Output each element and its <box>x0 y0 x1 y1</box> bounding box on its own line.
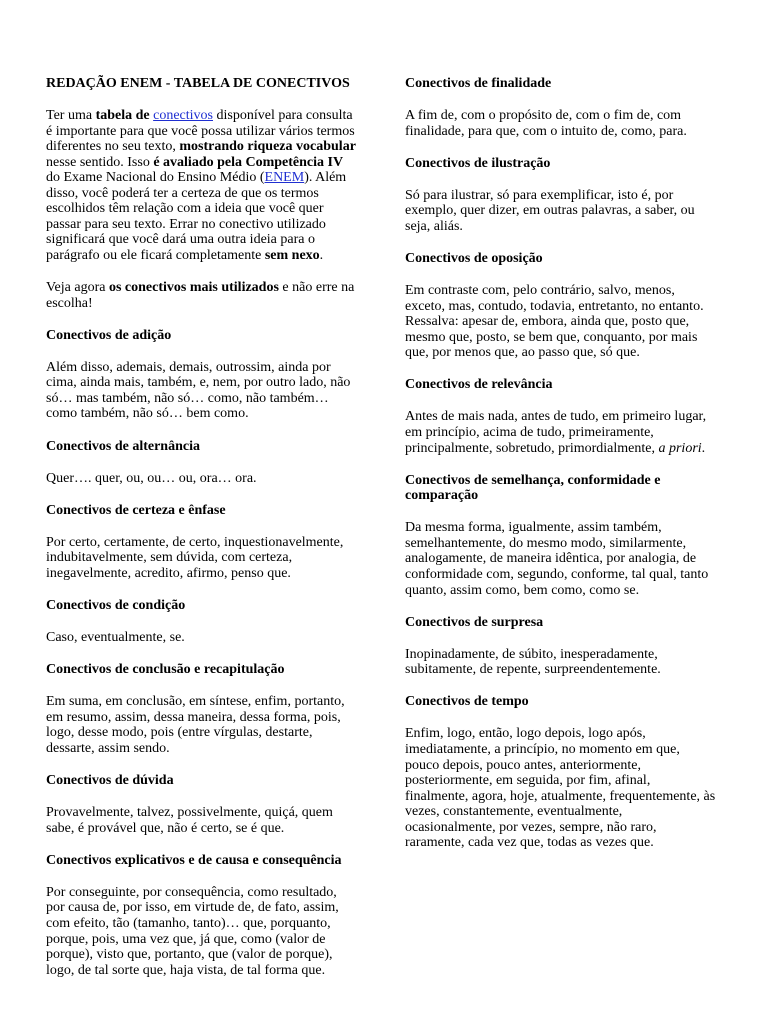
intro-paragraph-line <box>46 248 386 264</box>
connectives-list-line: exemplo, quer dizer, em outras palavras, a saber, ou <box>405 203 695 219</box>
intro <box>46 108 386 311</box>
section-conectivos-de-surpresa <box>405 615 745 678</box>
section-heading <box>46 328 386 344</box>
section-heading-line: Conectivos de conclusão e recapitulação <box>46 662 285 678</box>
intro-paragraph-line: escolhidos têm relação com a ideia que você quer <box>46 201 324 217</box>
document-title: REDAÇÃO ENEM - TABELA DE CONECTIVOS <box>46 76 350 91</box>
connectives-list-line: logo, desse modo, pois (entre vírgulas, destarte, <box>46 725 313 741</box>
connectives-list-line: semelhantemente, do mesmo modo, similarmente, <box>405 535 687 551</box>
text-run: Ter uma <box>46 108 96 124</box>
text-run: ). Além <box>304 170 347 186</box>
connectives-list <box>405 726 745 850</box>
connectives-list-line: vezes, constantemente, eventualmente, <box>405 804 623 820</box>
connectives-list-line: mesmo que, posto, se bem que, conquanto, por mais <box>405 329 698 345</box>
connectives-list <box>405 520 745 598</box>
connectives-list-line: Quer…. quer, ou, ou… ou, ora… ora. <box>46 470 257 486</box>
connectives-list-line: Enfim, logo, então, logo depois, logo após, <box>405 726 646 742</box>
connectives-list-line: Provavelmente, talvez, possivelmente, quiçá, quem <box>46 805 333 821</box>
left-column <box>46 76 386 995</box>
sections-right <box>405 76 745 851</box>
connectives-list-line: indubitavelmente, sem dúvida, com certeza, <box>46 550 293 566</box>
section-heading <box>405 694 745 710</box>
connectives-list-line: Inopinadamente, de súbito, inesperadamente, <box>405 646 658 662</box>
intro-paragraph-line <box>46 155 386 171</box>
connectives-list <box>405 283 745 361</box>
connectives-list <box>405 108 745 139</box>
section-conectivos-de-duvida <box>46 773 386 836</box>
connectives-list-line: como também, não só… bem como. <box>46 406 249 422</box>
section-conectivos-de-semelhanca-conformidade-e-comparacao <box>405 473 745 598</box>
connectives-list-line: Em contraste com, pelo contrário, salvo, menos, <box>405 283 675 299</box>
text-run: parágrafo ou ele ficará completamente <box>46 248 265 264</box>
right-column <box>405 76 745 867</box>
text-run: do Exame Nacional do Ensino Médio ( <box>46 170 265 186</box>
section-heading <box>46 662 386 678</box>
bold-phrase: mostrando riqueza vocabular <box>179 139 356 155</box>
connectives-list-line: finalmente, agora, hoje, atualmente, frequentemente, às <box>405 788 716 804</box>
italic-phrase: a priori <box>658 440 702 456</box>
connectives-list <box>46 885 386 978</box>
section-conectivos-de-alternancia <box>46 439 386 487</box>
connectives-list-line: Caso, eventualmente, se. <box>46 630 185 646</box>
section-heading-line: Conectivos de ilustração <box>405 155 551 171</box>
text-run: e não erre na <box>278 280 355 296</box>
connectives-list-line: seja, aliás. <box>405 218 463 234</box>
enem-link[interactable]: ENEM <box>264 170 305 186</box>
intro-paragraph-line <box>46 108 386 124</box>
intro-paragraph-line: é importante para que você possa utilizar vários termos <box>46 123 355 139</box>
text-run: . <box>319 248 324 264</box>
intro-paragraph <box>46 280 386 311</box>
connectives-list <box>46 805 386 836</box>
section-heading-line: Conectivos de finalidade <box>405 76 552 91</box>
section-heading-line: Conectivos de tempo <box>405 694 529 710</box>
connectives-list-line: Além disso, ademais, demais, outrossim, ainda por <box>46 359 331 375</box>
section-heading-line: Conectivos explicativos e de causa e consequência <box>46 852 342 868</box>
connectives-list-line: com efeito, tão (tamanho, tanto)… que, porquanto, <box>46 915 331 931</box>
conectivos-link[interactable]: conectivos <box>153 108 213 124</box>
intro-paragraph-line <box>46 170 386 186</box>
connectives-list-line: sabe, é provável que, não é certo, se é que. <box>46 820 285 836</box>
intro-paragraph-line: escolha! <box>46 295 93 311</box>
connectives-list-line: subitamente, de repente, surpreendentemente. <box>405 662 661 678</box>
section-conectivos-de-adicao <box>46 328 386 422</box>
connectives-list <box>46 471 386 487</box>
section-heading-line: Conectivos de surpresa <box>405 614 544 630</box>
section-conectivos-de-finalidade <box>405 76 745 139</box>
connectives-list-line <box>405 441 745 457</box>
section-conectivos-de-tempo <box>405 694 745 850</box>
section-heading <box>405 156 745 172</box>
connectives-list-line: Antes de mais nada, antes de tudo, em primeiro lugar, <box>405 409 707 425</box>
connectives-list-line: inegavelmente, acredito, afirmo, penso que. <box>46 565 291 581</box>
section-heading <box>405 76 745 92</box>
connectives-list <box>46 630 386 646</box>
connectives-list-line: Por conseguinte, por consequência, como resultado, <box>46 884 337 900</box>
section-heading <box>405 251 745 267</box>
connectives-list-line: em princípio, acima de tudo, primeiramente, <box>405 425 654 441</box>
section-conectivos-de-certeza-e-enfase <box>46 503 386 582</box>
connectives-list-line: por causa de, por isso, em virtude de, de fato, assim, <box>46 900 339 916</box>
intro-paragraph-line: significará que você dará uma outra ideia para o <box>46 232 315 248</box>
section-heading-line: Conectivos de condição <box>46 598 186 614</box>
connectives-list-line: logo, de tal sorte que, haja vista, de tal forma que. <box>46 962 326 978</box>
connectives-list-line: exceto, mas, contudo, todavia, entretanto, no entanto. <box>405 298 704 314</box>
section-heading-line: Conectivos de oposição <box>405 251 543 267</box>
connectives-list <box>46 360 386 422</box>
section-conectivos-de-oposicao <box>405 251 745 361</box>
section-heading-line: Conectivos de semelhança, conformidade e <box>405 472 661 488</box>
connectives-list-line: analogamente, de maneira idêntica, por analogia, de <box>405 551 697 567</box>
section-heading <box>46 853 386 869</box>
bold-phrase: é avaliado pela Competência IV <box>153 154 344 170</box>
connectives-list <box>405 188 745 235</box>
connectives-list <box>46 535 386 582</box>
text-run: . <box>701 440 706 456</box>
section-heading-line: Conectivos de adição <box>46 327 172 343</box>
connectives-list-line: Da mesma forma, igualmente, assim também, <box>405 520 662 536</box>
connectives-list-line: em resumo, assim, dessa maneira, dessa forma, pois, <box>46 709 341 725</box>
intro-paragraph-line: passar para seu texto. Errar no conectivo utilizado <box>46 216 326 232</box>
text-run: nesse sentido. Isso <box>46 154 154 170</box>
section-heading-line: Conectivos de alternância <box>46 438 200 454</box>
sections-left <box>46 328 386 978</box>
connectives-list-line: porque), visto que, portanto, que (valor de porque), <box>46 947 333 963</box>
connectives-list-line: finalidade, para que, com o intuito de, como, para. <box>405 123 687 139</box>
section-heading <box>46 773 386 789</box>
text-run: Veja agora <box>46 280 109 296</box>
connectives-list <box>46 694 386 756</box>
section-heading <box>405 615 745 631</box>
section-conectivos-de-relevancia <box>405 377 745 456</box>
section-heading <box>405 473 745 504</box>
connectives-list-line: imediatamente, a princípio, no momento em que, <box>405 741 680 757</box>
connectives-list-line: Só para ilustrar, só para exemplificar, isto é, por <box>405 187 674 203</box>
connectives-list-line: Ressalva: apesar de, embora, ainda que, posto que, <box>405 314 690 330</box>
section-heading-line: Conectivos de relevância <box>405 377 553 393</box>
section-heading-line: Conectivos de certeza e ênfase <box>46 502 226 518</box>
intro-paragraph-line: disso, você poderá ter a certeza de que os termos <box>46 185 319 201</box>
connectives-list <box>405 409 745 456</box>
bold-phrase: os conectivos mais utilizados <box>108 280 279 296</box>
text-run: diferentes no seu texto, <box>46 139 180 155</box>
section-conectivos-de-condicao <box>46 598 386 646</box>
connectives-list-line: posteriormente, em seguida, por fim, afinal, <box>405 773 651 789</box>
section-conectivos-explicativos-e-de-causa-e-consequencia <box>46 853 386 978</box>
connectives-list-line: cima, ainda mais, também, e, nem, por outro lado, não <box>46 375 351 391</box>
section-heading-line: Conectivos de dúvida <box>46 773 174 789</box>
bold-phrase: tabela de <box>95 108 150 124</box>
intro-paragraph-line <box>46 139 386 155</box>
text-run: principalmente, sobretudo, primordialmente, <box>405 440 659 456</box>
connectives-list-line: conformidade com, segundo, conforme, tal qual, tanto <box>405 566 709 582</box>
intro-paragraph-line <box>46 280 386 296</box>
connectives-list-line: que, por menos que, ao passo que, só que. <box>405 345 640 361</box>
connectives-list-line: pouco depois, pouco antes, anteriormente, <box>405 757 641 773</box>
connectives-list-line: quanto, assim como, bem como, como se. <box>405 582 640 598</box>
connectives-list-line: ocasionalmente, por vezes, sempre, não raro, <box>405 819 657 835</box>
connectives-list-line: só… mas também, não só… como, não também… <box>46 390 329 406</box>
connectives-list-line: porque, pois, uma vez que, já que, como (valor de <box>46 931 326 947</box>
text-run: disponível para consulta <box>213 108 353 124</box>
connectives-list-line: dessarte, assim sendo. <box>46 740 170 756</box>
section-conectivos-de-ilustracao <box>405 156 745 235</box>
section-heading <box>405 377 745 393</box>
connectives-list-line: Em suma, em conclusão, em síntese, enfim, portanto, <box>46 694 345 710</box>
section-heading <box>46 503 386 519</box>
intro-paragraph <box>46 108 386 263</box>
section-heading <box>46 439 386 455</box>
connectives-list-line: Por certo, certamente, de certo, inquestionavelmente, <box>46 534 344 550</box>
section-conectivos-de-conclusao-e-recapitulacao <box>46 662 386 756</box>
connectives-list-line: raramente, cada vez que, todas as vezes que. <box>405 835 654 851</box>
section-heading <box>46 598 386 614</box>
bold-phrase: sem nexo <box>264 248 320 264</box>
section-heading-line: comparação <box>405 488 479 504</box>
connectives-list-line: A fim de, com o propósito de, com o fim de, com <box>405 108 682 124</box>
connectives-list <box>405 647 745 678</box>
